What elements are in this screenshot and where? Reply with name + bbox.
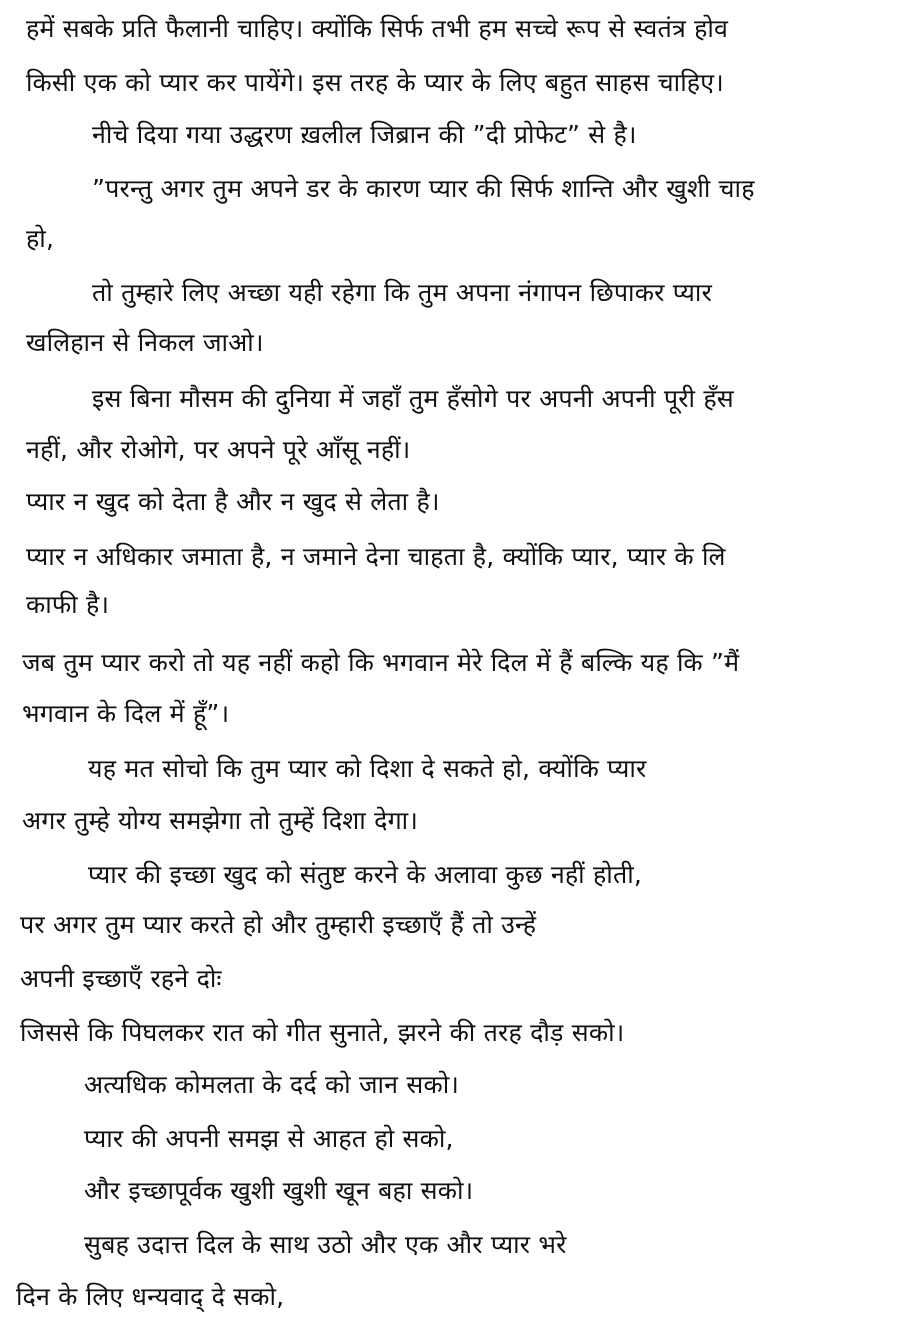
text-line-4: ”परन्तु अगर तुम अपने डर के कारण प्यार की सिर्फ शान्ति और खुशी चाह xyxy=(92,174,755,203)
text-line-20: जिससे कि पिघलकर रात को गीत सुनाते, झरने की तरह दौड़ सको। xyxy=(20,1018,625,1047)
text-line-17: प्यार की इच्छा खुद को संतुष्ट करने के अलावा कुछ नहीं होती, xyxy=(88,860,643,889)
text-line-12: काफी है। xyxy=(26,590,110,619)
text-line-11: प्यार न अधिकार जमाता है, न जमाने देना चाहता है, क्योंकि प्यार, प्यार के लि xyxy=(26,542,726,571)
text-line-19: अपनी इच्छाएँ रहने दोः xyxy=(20,964,222,993)
text-line-15: यह मत सोचो कि तुम प्यार को दिशा दे सकते हो, क्योंकि प्यार xyxy=(88,754,647,783)
text-line-21: अत्यधिक कोमलता के दर्द को जान सको। xyxy=(84,1070,460,1099)
text-line-3: नीचे दिया गया उद्धरण ख़लील जिब्रान की ”दी प्रोफेट” से है। xyxy=(92,120,637,149)
text-line-6: तो तुम्हारे लिए अच्छा यही रहेगा कि तुम अपना नंगापन छिपाकर प्यार xyxy=(92,278,713,307)
text-line-24: सुबह उदात्त दिल के साथ उठो और एक और प्यार भरे xyxy=(84,1230,567,1259)
text-line-22: प्यार की अपनी समझ से आहत हो सको, xyxy=(84,1124,454,1153)
text-line-2: किसी एक को प्यार कर पायेंगे। इस तरह के प्यार के लिए बहुत साहस चाहिए। xyxy=(26,68,724,97)
text-line-5: हो, xyxy=(26,224,55,253)
text-line-9: नहीं, और रोओगे, पर अपने पूरे आँसू नहीं। xyxy=(26,435,411,464)
text-line-23: और इच्छापूर्वक खुशी खुशी खून बहा सको। xyxy=(84,1176,474,1205)
text-line-8: इस बिना मौसम की दुनिया में जहाँ तुम हँसोगे पर अपनी अपनी पूरी हँस xyxy=(92,384,734,413)
text-line-16: अगर तुम्हे योग्य समझेगा तो तुम्हें दिशा देगा। xyxy=(22,806,419,835)
text-line-10: प्यार न खुद को देता है और न खुद से लेता है। xyxy=(26,487,440,516)
text-line-18: पर अगर तुम प्यार करते हो और तुम्हारी इच्छाएँ हैं तो उन्हें xyxy=(20,910,537,939)
text-line-13: जब तुम प्यार करो तो यह नहीं कहो कि भगवान मेरे दिल में हैं बल्कि यह कि ”मैं xyxy=(22,648,740,677)
text-line-7: खलिहान से निकल जाओ। xyxy=(26,328,264,357)
text-line-14: भगवान के दिल में हूँ”। xyxy=(22,699,230,728)
text-line-1: हमें सबके प्रति फैलानी चाहिए। क्योंकि सिर्फ तभी हम सच्चे रूप से स्वतंत्र होव xyxy=(26,14,729,43)
text-line-25: दिन के लिए धन्यवाद् दे सको, xyxy=(16,1282,285,1311)
